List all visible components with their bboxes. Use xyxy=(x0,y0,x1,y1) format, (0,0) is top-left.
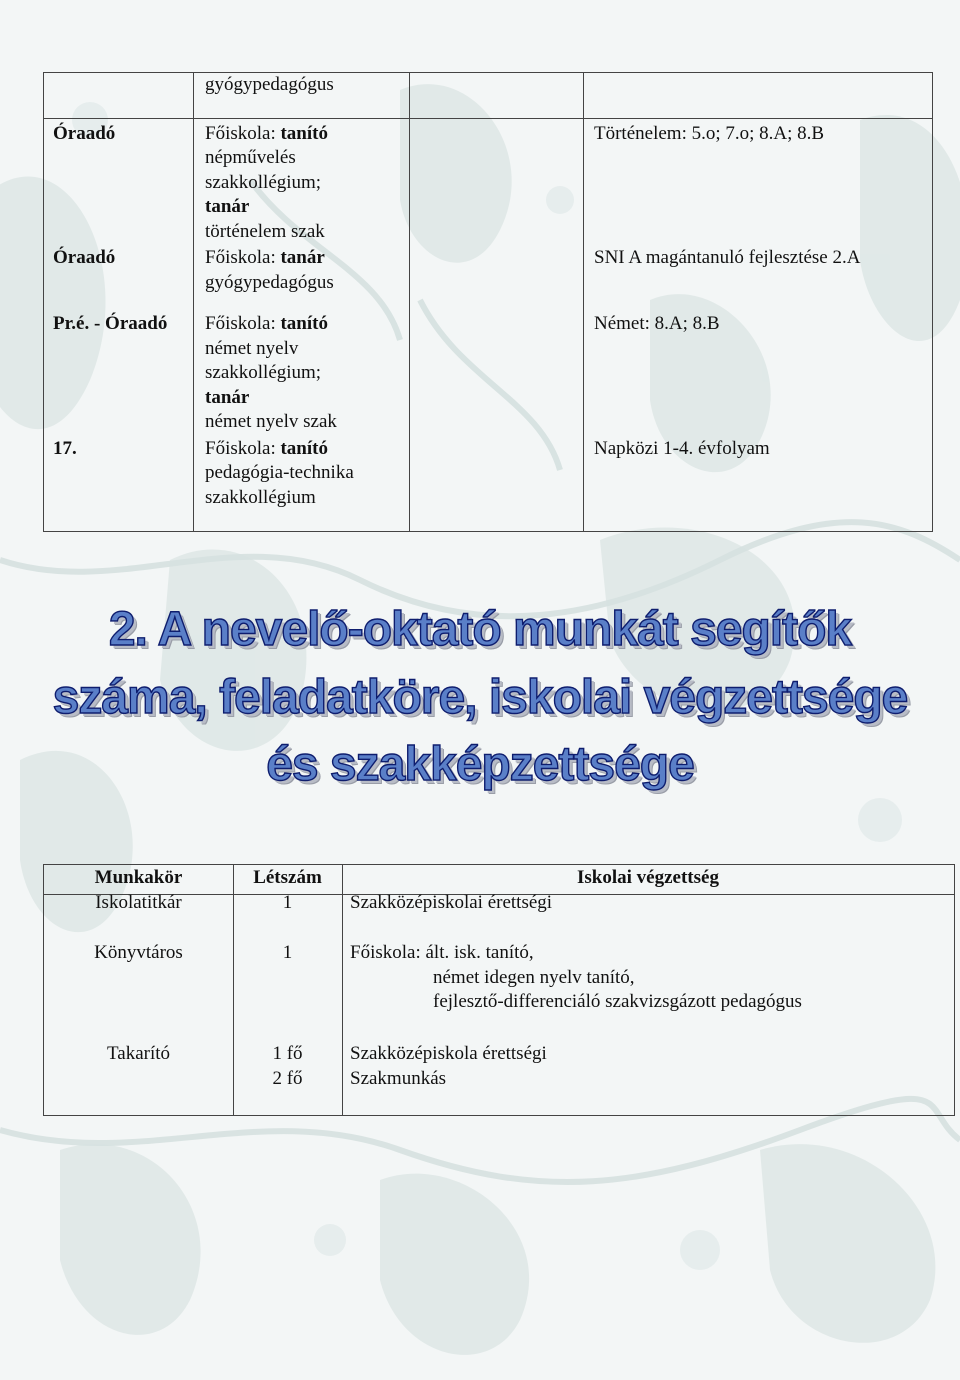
qualification-line: Főiskola: tanár xyxy=(205,247,325,268)
support-count: 2 fő xyxy=(272,1068,303,1089)
qualification-line: történelem szak xyxy=(205,221,325,242)
qualification-line: pedagógia-technika xyxy=(205,462,354,483)
staff-role: Óraadó xyxy=(53,247,116,268)
support-education: Főiskola: ált. isk. tanító, xyxy=(350,942,534,963)
section-heading-line-1: 2. A nevelő-oktató munkát segítők xyxy=(108,603,852,656)
qualification-line: szakkollégium; xyxy=(205,362,322,383)
staff-assignment: Napközi 1-4. évfolyam xyxy=(594,438,770,459)
support-job: Iskolatitkár xyxy=(95,892,182,913)
column-header-count: Létszám xyxy=(253,867,322,888)
column-header-education: Iskolai végzettség xyxy=(577,867,719,888)
support-education: Szakmunkás xyxy=(350,1068,447,1089)
qualification-line: Főiskola: tanító xyxy=(205,438,328,459)
support-count: 1 xyxy=(282,942,293,963)
staff-role: Óraadó xyxy=(53,123,116,144)
staff-role: 17. xyxy=(53,438,77,459)
support-job: Takarító xyxy=(106,1043,171,1064)
support-count: 1 xyxy=(282,892,293,913)
section-heading-line-2: száma, feladatköre, iskolai végzettsége xyxy=(52,671,908,724)
staff-role: Pr.é. - Óraadó xyxy=(53,313,168,334)
section-heading-line-3: és szakképzettsége xyxy=(266,738,694,791)
column-header-job: Munkakör xyxy=(94,867,183,888)
qualification-line: tanár xyxy=(205,387,250,408)
qualification-line: szakkollégium xyxy=(205,487,316,508)
staff-assignment: Történelem: 5.o; 7.o; 8.A; 8.B xyxy=(594,123,825,144)
support-education: Szakközépiskolai érettségi xyxy=(350,892,553,913)
qualification-line: szakkollégium; xyxy=(205,172,322,193)
qualification-line: népművelés xyxy=(205,147,296,168)
support-count: 1 fő xyxy=(272,1043,303,1064)
qualification-line: Főiskola: tanító xyxy=(205,123,328,144)
staff-assignment: Német: 8.A; 8.B xyxy=(594,313,720,334)
support-job: Könyvtáros xyxy=(94,942,183,963)
qualification-line: gyógypedagógus xyxy=(205,272,334,293)
staff-assignment: SNI A magántanuló fejlesztése 2.A xyxy=(594,247,861,268)
qualification-line: gyógypedagógus xyxy=(205,74,334,95)
qualification-line: német nyelv xyxy=(205,338,299,359)
support-education: Szakközépiskola érettségi xyxy=(350,1043,547,1064)
support-education: fejlesztő-differenciáló szakvizsgázott pedagógus xyxy=(433,991,802,1012)
qualification-line: Főiskola: tanító xyxy=(205,313,328,334)
support-education: német idegen nyelv tanító, xyxy=(433,967,635,988)
qualification-line: tanár xyxy=(205,196,250,217)
qualification-line: német nyelv szak xyxy=(205,411,337,432)
